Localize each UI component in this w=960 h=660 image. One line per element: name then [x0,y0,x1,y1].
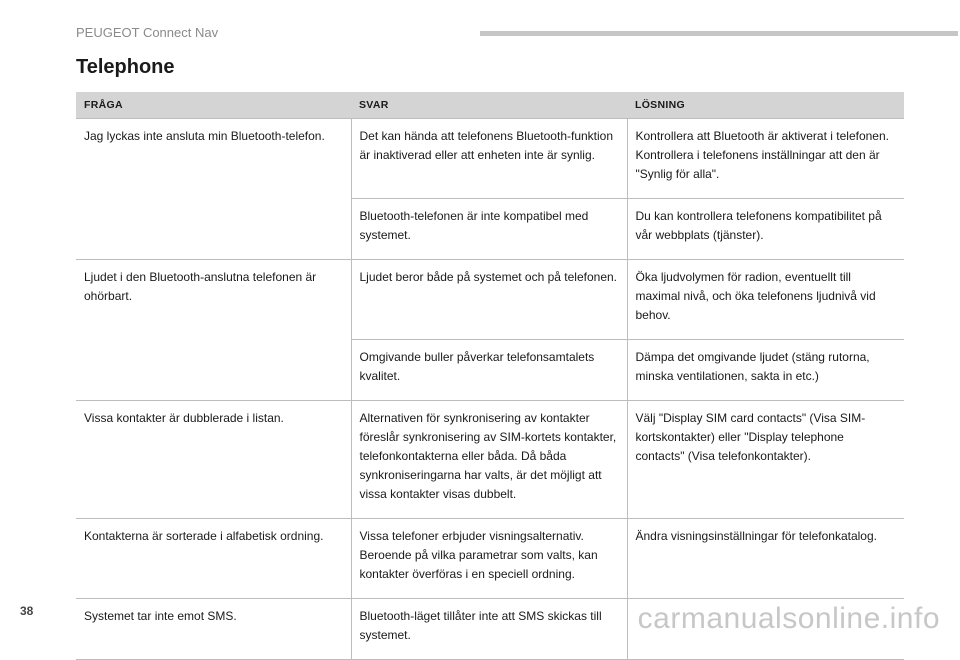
column-header-question: FRÅGA [76,92,351,119]
table-header-row [76,92,904,119]
solution-cell: Välj "Display SIM card contacts" (Visa SIM-kortskontakter) eller "Display telephone contacts" (Visa telefonkontakter). [627,401,904,519]
watermark: carmanualsonline.info [637,602,940,635]
answer-cell: Alternativen för synkronisering av kontakter föreslår synkronisering av SIM-kortets kontakter, telefonkontakterna eller båda. Då båda synkroniseringarna har valts, är det möjligt att vissa kontakter visas dubbelt. [351,401,627,519]
solution-cell: Dämpa det omgivande ljudet (stäng rutorna, minska ventilationen, sakta in etc.) [627,340,904,401]
faq-table [76,92,904,660]
page-title: Telephone [76,56,175,78]
solution-cell: Du kan kontrollera telefonens kompatibilitet på vår webbplats (tjänster). [627,199,904,260]
answer-cell: Bluetooth-telefonen är inte kompatibel med systemet. [351,199,627,260]
answer-cell: Ljudet beror både på systemet och på telefonen. [351,260,627,340]
question-cell: Systemet tar inte emot SMS. [76,599,351,660]
column-header-answer: SVAR [351,92,627,119]
answer-cell: Bluetooth-läget tillåter inte att SMS skickas till systemet. [351,599,627,660]
question-cell: Ljudet i den Bluetooth-anslutna telefonen är ohörbart. [76,260,351,401]
table-row [76,401,904,519]
column-header-solution: LÖSNING [627,92,904,119]
table-row [76,119,904,199]
page-number: 38 [20,604,34,618]
answer-cell: Vissa telefoner erbjuder visningsalternativ. Beroende på vilka parametrar som valts, kan kontakter överföras i en speciell ordning. [351,519,627,599]
brand-name: PEUGEOT Connect Nav [76,25,219,40]
solution-cell: Kontrollera att Bluetooth är aktiverat i telefonen. Kontrollera i telefonens inställningar att den är "Synlig för alla". [627,119,904,199]
question-cell: Jag lyckas inte ansluta min Bluetooth-telefon. [76,119,351,260]
question-cell: Kontakterna är sorterade i alfabetisk ordning. [76,519,351,599]
solution-cell: Öka ljudvolymen för radion, eventuellt till maximal nivå, och öka telefonens ljudnivå vid behov. [627,260,904,340]
question-cell: Vissa kontakter är dubblerade i listan. [76,401,351,519]
table-row [76,519,904,599]
header-divider-bar [480,31,958,36]
answer-cell: Omgivande buller påverkar telefonsamtalets kvalitet. [351,340,627,401]
table-row [76,260,904,340]
answer-cell: Det kan hända att telefonens Bluetooth-funktion är inaktiverad eller att enheten inte är synlig. [351,119,627,199]
solution-cell: Ändra visningsinställningar för telefonkatalog. [627,519,904,599]
